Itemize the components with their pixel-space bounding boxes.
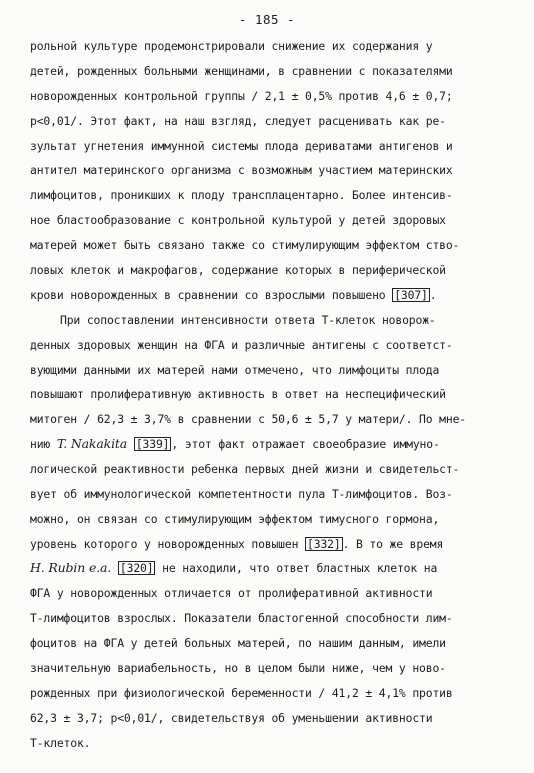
text-fragment: . В то же время <box>342 537 444 551</box>
text-line <box>30 536 443 552</box>
text-line: вует об иммунологической компетентности пула Т-лимфоцитов. Воз- <box>30 487 453 501</box>
text-line: р<0,01/. Этот факт, на наш взгляд, следует расценивать как ре- <box>30 114 446 128</box>
text-line: вующими данными их матерей нами отмечено, что лимфоциты плода <box>30 363 440 377</box>
page-number: - 185 - <box>238 12 296 27</box>
text-line: повышают пролиферативную активность в ответ на неспецифический <box>30 387 446 401</box>
text-line: крови новорожденных в сравнении со взрослыми повышено [307] . <box>30 288 437 302</box>
text-line: рольной культуре продемонстрировали снижение их содержания у <box>30 39 433 53</box>
text-fragment: , этот факт отражает своеобразие иммуно- <box>171 437 440 451</box>
handwritten-author-rubin: H. Rubin e.a. <box>30 560 112 575</box>
text-line: Т-клеток. <box>30 736 91 750</box>
text-line: зультат угнетения иммунной системы плода дериватами антигенов и <box>30 139 453 153</box>
text-line: можно, он связан со стимулирующим эффектом тимусного гормона, <box>30 512 440 526</box>
reference-320: [320] <box>119 561 154 575</box>
text-line: матерей может быть связано также со стимулирующим эффектом ство- <box>30 238 460 252</box>
text-line: При сопоставлении интенсивности ответа Т-клеток новорож- <box>60 313 436 327</box>
text-line: 62,3 ± 3,7; р<0,01/, свидетельствуя об уменьшении активности <box>30 711 433 725</box>
text-line: ФГА у новорожденных отличается от пролиферативной активности <box>30 586 433 600</box>
text-fragment: крови новорожденных в сравнении со взрослыми повышено <box>30 288 393 302</box>
text-line <box>30 436 440 452</box>
reference-332: [332] <box>307 537 341 551</box>
text-fragment: уровень которого у новорожденных повышен <box>30 537 306 551</box>
text-line: детей, рожденных больными женщинами, в сравнении с показателями <box>30 64 453 78</box>
text-fragment: не находили, что ответ бластных клеток на <box>162 561 438 575</box>
text-line: ловых клеток и макрофагов, содержание которых в периферической <box>30 263 446 277</box>
text-fragment: нию <box>30 437 57 451</box>
text-line: денных здоровых женщин на ФГА и различные антигены с соответст- <box>30 338 453 352</box>
text-line <box>30 560 437 576</box>
text-line: значительную вариабельность, но в целом были ниже, чем у ново- <box>30 661 446 675</box>
text-line: фоцитов на ФГА у детей больных матерей, по нашим данным, имели <box>30 636 446 650</box>
reference-339: [339] <box>135 437 170 451</box>
text-line: рожденных при физиологической беременности / 41,2 ± 4,1% против <box>30 686 453 700</box>
text-line: логической реактивности ребенка первых дней жизни и свидетельст- <box>30 462 460 476</box>
reference-307: [307] <box>394 288 428 302</box>
text-line: митоген / 62,3 ± 3,7% в сравнении с 50,6 ± 5,7 у матери/. По мне- <box>30 412 467 426</box>
text-line: антител материнского организма с возможным участием материнских <box>30 163 453 177</box>
text-line: Т-лимфоцитов взрослых. Показатели бластогенной способности лим- <box>30 611 453 625</box>
text-line: ное бластообразование с контрольной культурой у детей здоровых <box>30 213 446 227</box>
handwritten-author-nakakita: T. Nakakita <box>56 436 128 451</box>
text-line: лимфоцитов, проникших к плоду трансплацентарно. Более интенсив- <box>30 188 453 202</box>
text-line: новорожденных контрольной группы / 2,1 ± 0,5% против 4,6 ± 0,7; <box>30 89 453 103</box>
